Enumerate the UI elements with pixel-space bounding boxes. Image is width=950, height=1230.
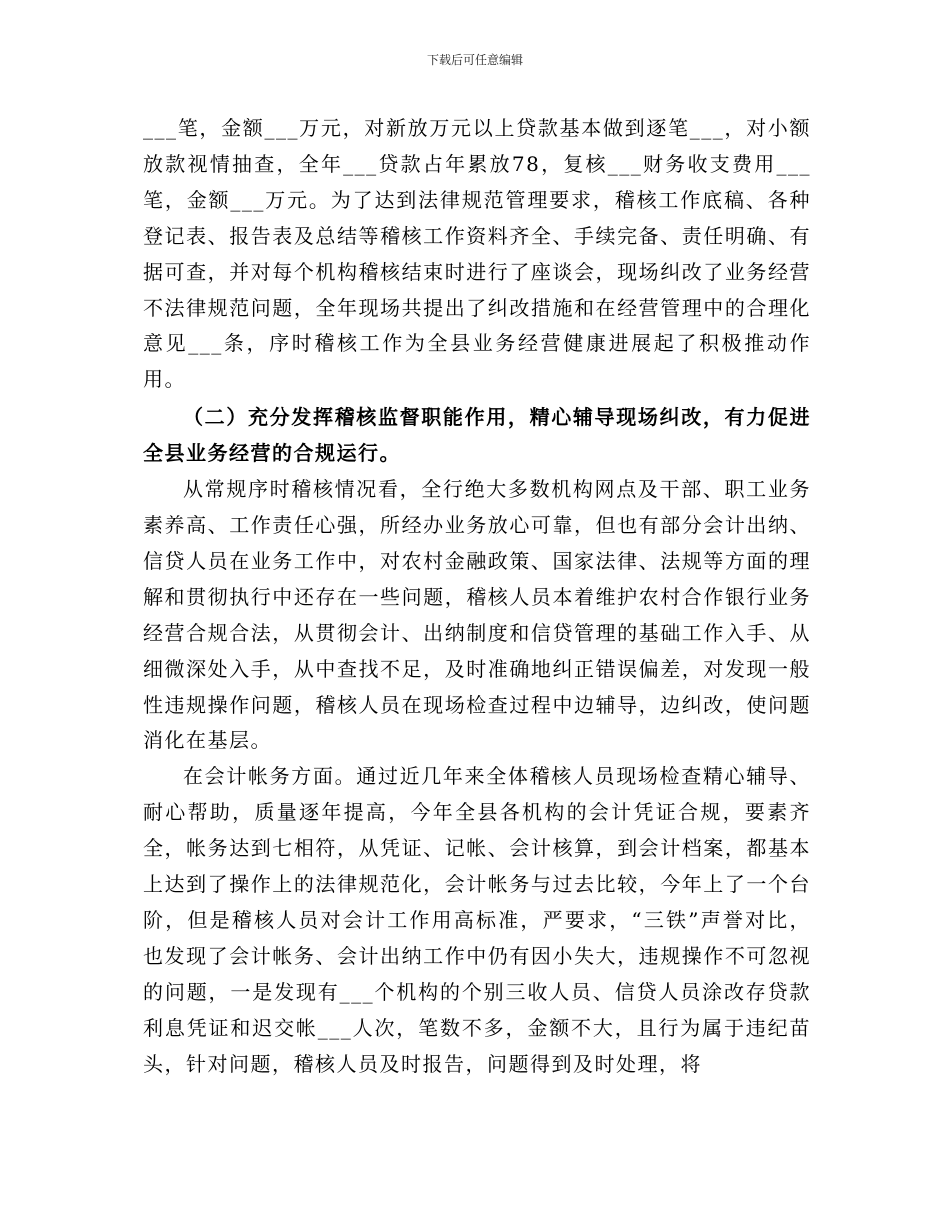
page-header bbox=[0, 52, 950, 68]
paragraph-routine-audit: 从常规序时稽核情况看，全行绝大多数机构网点及干部、职工业务素养高、工作责任心强，所经办业务放心可靠，但也有部分会计出纳、信贷人员在业务工作中，对农村金融政策、国家法律、法规等方面的理解和贯彻执行中还存在一些问题，稽核人员本着维护农村合作银行业务经营合规合法，从贯彻会计、出纳制度和信贷管理的基础工作入手、从细微深处入手，从中查找不足，及时准确地纠正错误偏差，对发现一般性违规操作问题，稽核人员在现场检查过程中边辅导，边纠改，使问题消化在基层。 bbox=[143, 477, 811, 753]
page-header-text: 下载后可任意编辑 bbox=[426, 53, 523, 67]
paragraph-audit-summary: ___笔，金额___万元，对新放万元以上贷款基本做到逐笔___，对小额放款视情抽查，全年___贷款占年累放78，复核___财务收支费用___笔，金额___万元。为了达到法律规范管理要求，稽核工作底稿、各种登记表、报告表及总结等稽核工作资料齐全、手续完备、责任明确、有据可查，并对每个机构稽核结束时进行了座谈会，现场纠改了业务经营不法律规范问题，全年现场共提出了纠改措施和在经营管理中的合理化意见___条，序时稽核工作为全县业务经营健康进展起了积极推动作用。 bbox=[143, 116, 811, 392]
paragraph-accounting: 在会计帐务方面。通过近几年来全体稽核人员现场检查精心辅导、耐心帮助，质量逐年提高，今年全县各机构的会计凭证合规，要素齐全，帐务达到七相符，从凭证、记帐、会计核算，到会计档案，都基本上达到了操作上的法律规范化，会计帐务与过去比较，今年上了一个台阶，但是稽核人员对会计工作用高标准，严要求，“三铁”声誉对比，也发现了会计帐务、会计出纳工作中仍有因小失大，违规操作不可忽视的问题，一是发现有___个机构的个别三收人员、信贷人员涂改存贷款利息凭证和迟交帐___人次，笔数不多，金额不大，且行为属于违纪苗头，针对问题，稽核人员及时报告，问题得到及时处理，将 bbox=[143, 764, 811, 1076]
section-heading-2: （二）充分发挥稽核监督职能作用，精心辅导现场纠改，有力促进全县业务经营的合规运行。 bbox=[143, 405, 811, 466]
document-body bbox=[143, 111, 811, 1082]
